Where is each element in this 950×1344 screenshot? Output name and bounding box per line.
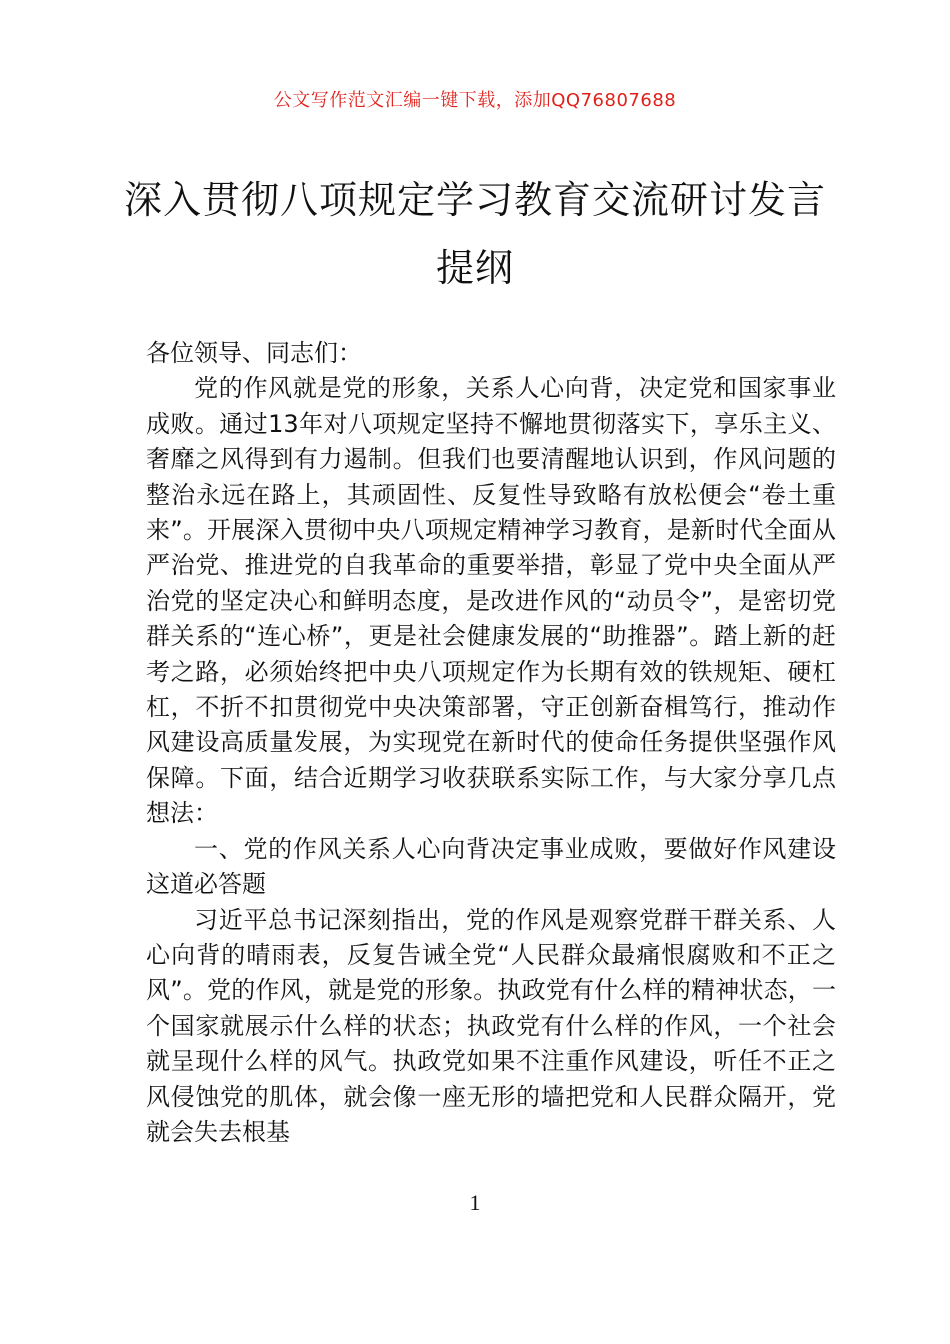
page-number: 1: [469, 1190, 481, 1215]
section-heading-1: 一、党的作风关系人心向背决定事业成败，要做好作风建设这道必答题: [146, 834, 836, 899]
paragraph-section-1: 习近平总书记深刻指出，党的作风是观察党群干群关系、人心向背的晴雨表，反复告诫全党“人民群众最痛恨腐败和不正之风”。党的作风，就是党的形象。执政党有什么样的精神状态，一个国家就展示什么样的状态；执政党有什么样的作风，一个社会就呈现什么样的风气。执政党如果不注重作风建设，听任不正之风侵蚀党的肌体，就会像一座无形的墙把党和人民群众隔开，党就会失去根基: [146, 905, 836, 1146]
document-title: 深入贯彻八项规定学习教育交流研讨发言提纲: [123, 178, 826, 290]
paragraph-intro: 党的作风就是党的形象，关系人心向背，决定党和国家事业成败。通过13年对八项规定坚持不懈地贯彻落实下，享乐主义、奢靡之风得到有力遏制。但我们也要清醒地认识到，作风问题的整治永远在路上，其顽固性、反复性导致略有放松便会“卷土重来”。开展深入贯彻中央八项规定精神学习教育，是新时代全面从严治党、推进党的自我革命的重要举措，彰显了党中央全面从严治党的坚定决心和鲜明态度，是改进作风的“动员令”，是密切党群关系的“连心桥”，更是社会健康发展的“助推器”。踏上新的赶考之路，必须始终把中央八项规定作为长期有效的铁规矩、硬杠杠，不折不扣贯彻党中央决策部署，守正创新奋楫笃行，推动作风建设高质量发展，为实现党在新时代的使命任务提供坚强作风保障。下面，结合近期学习收获联系实际工作，与大家分享几点想法：: [146, 374, 836, 828]
download-notice: 公文写作范文汇编一键下载，添加QQ76807688: [273, 90, 677, 111]
document-body: [146, 336, 836, 1150]
salutation: 各位领导、同志们：: [146, 339, 362, 367]
